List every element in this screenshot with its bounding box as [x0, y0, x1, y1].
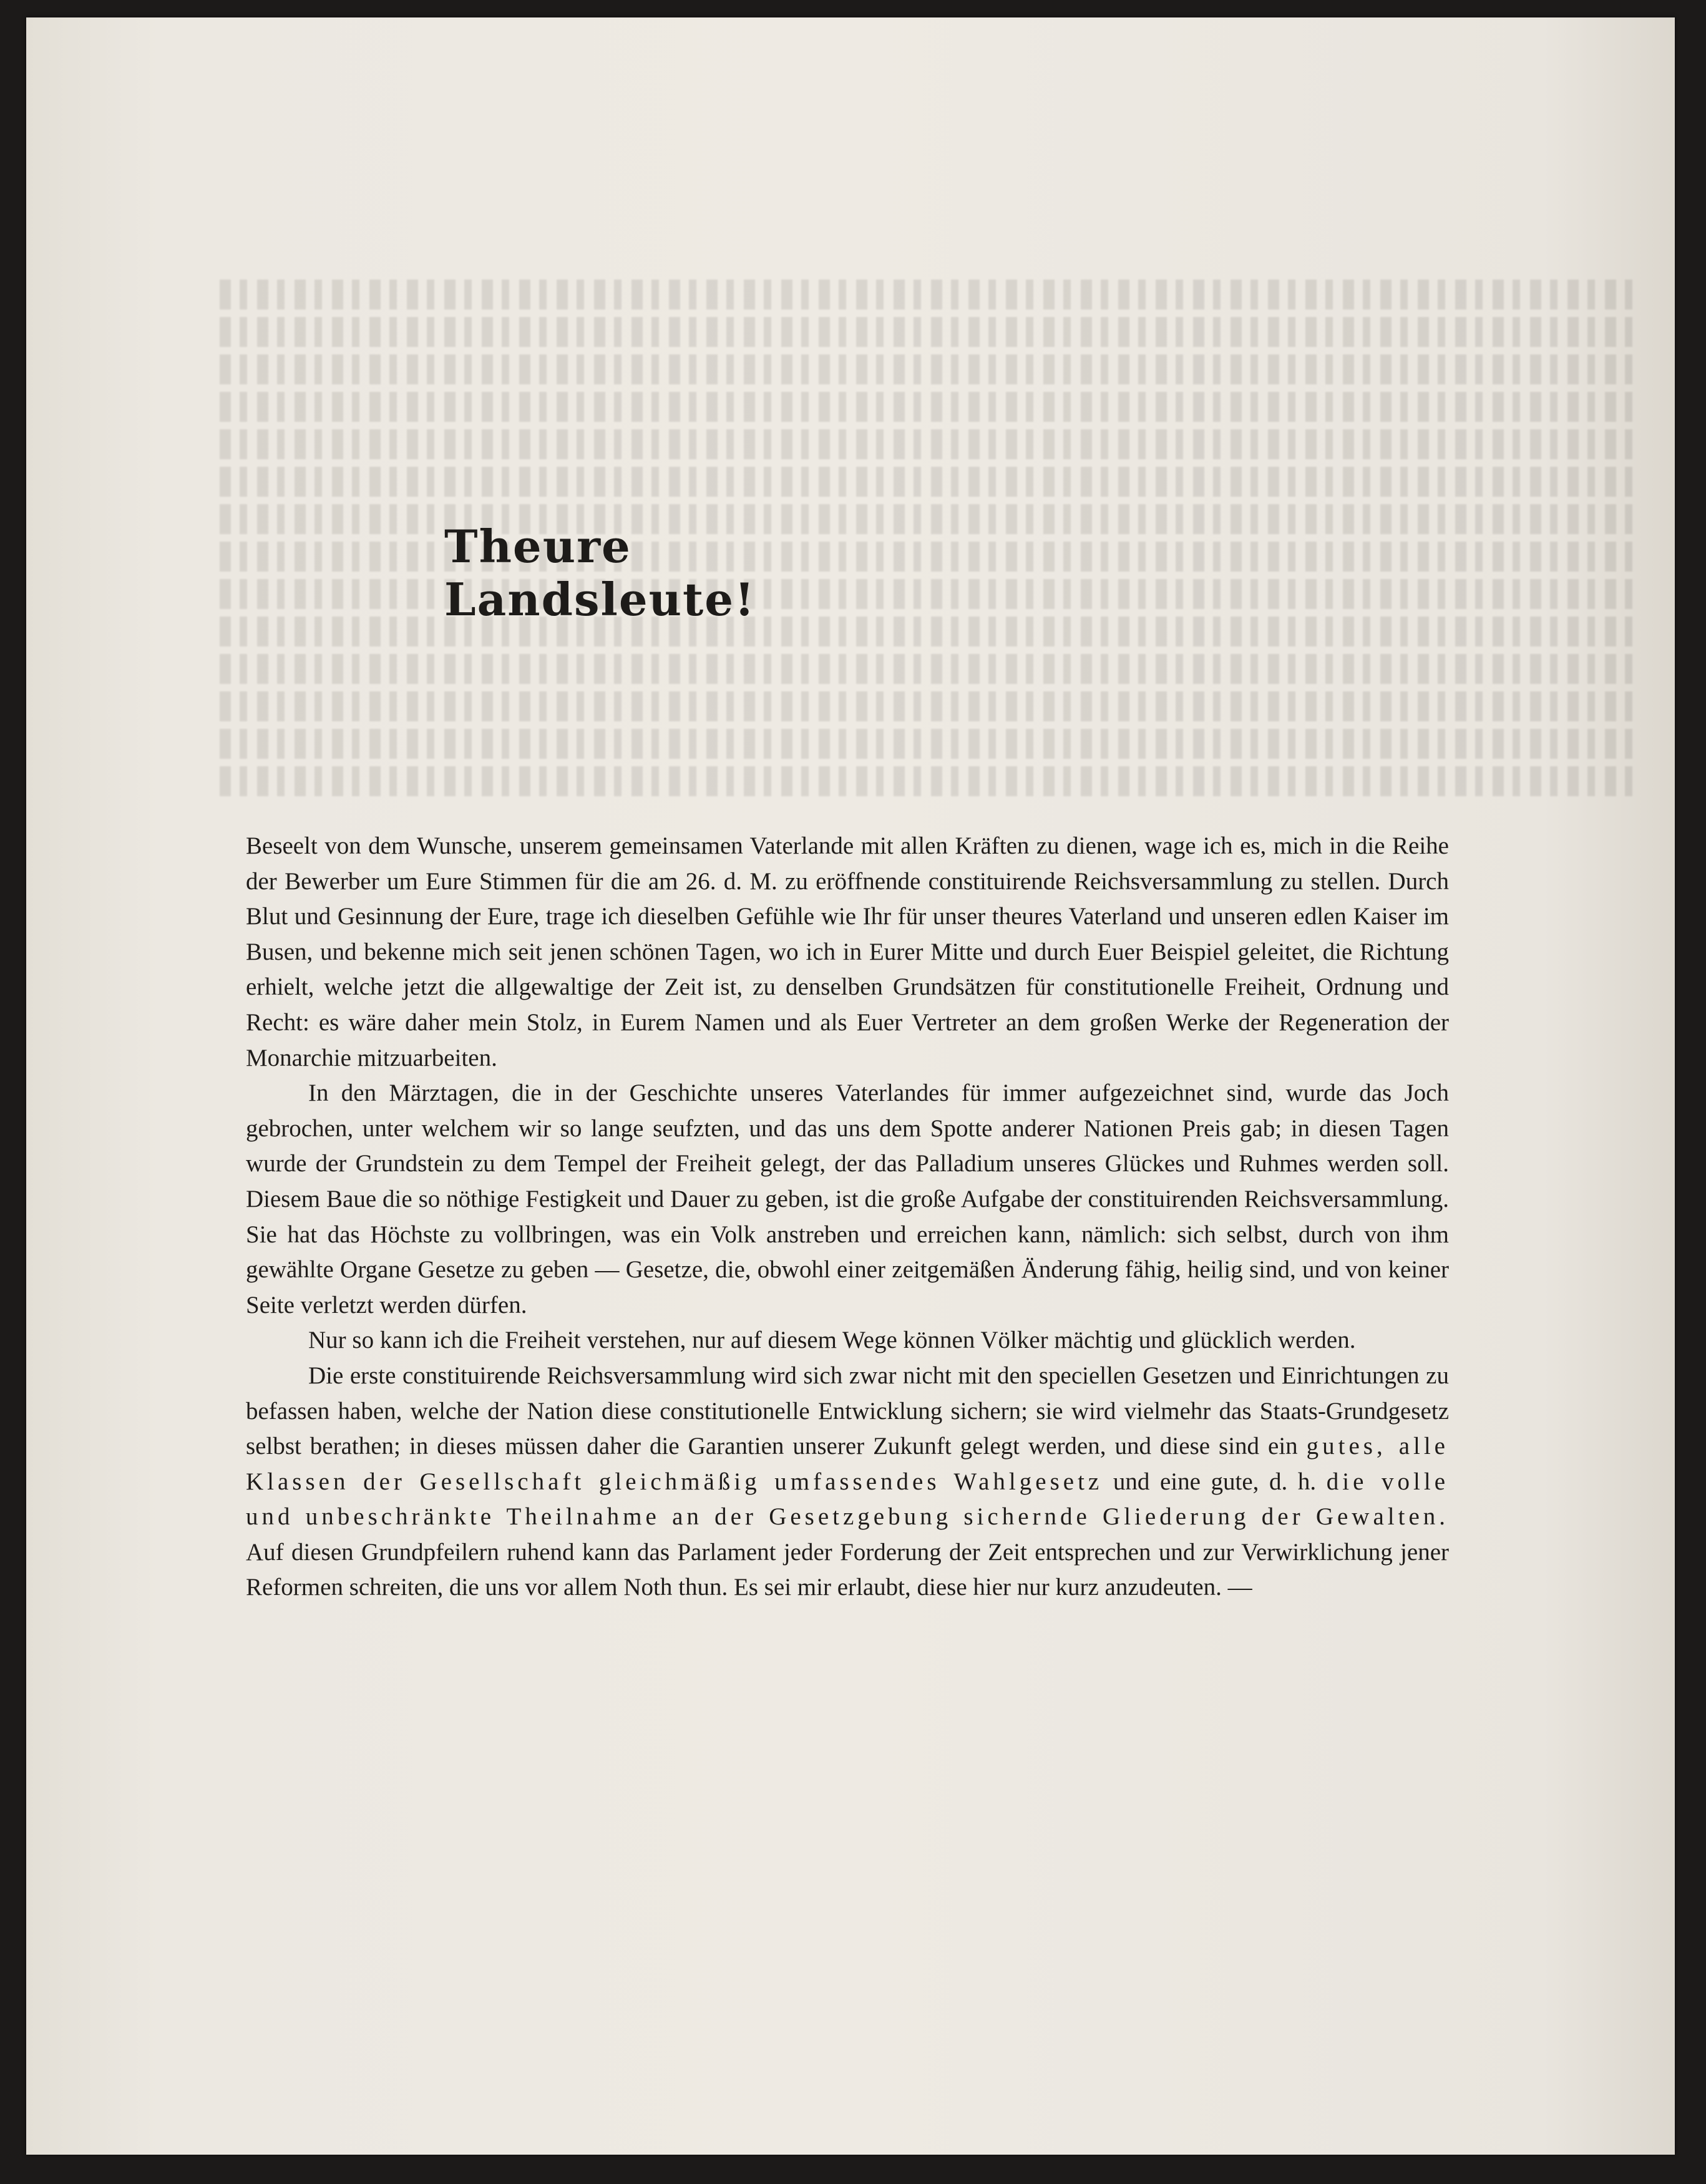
- paragraph-4: [246, 1358, 1449, 1606]
- paragraph-4-intro: Die erste constituirende Reichsversammlung wird sich zwar nicht mit den speciellen Gesetzen und Einrichtungen zu befassen haben, welche der Nation diese constitutionelle Entwicklung sichern; sie wird vielmehr das Staats-Grundgesetz selbst berathen; in dieses müssen daher die Garantien unserer Zukunft gelegt werden, und diese sind ein: [246, 1362, 1449, 1460]
- paragraph-4-middle: und eine gute, d. h.: [1113, 1468, 1317, 1495]
- paragraph-4-emphasis-1: gutes, alle Klassen der Gesellschaft gleichmäßig umfassendes Wahlgesetz: [246, 1433, 1449, 1495]
- body-text: [246, 829, 1449, 1606]
- page-heading: Theure Landsleute!: [444, 520, 756, 626]
- paragraph-2: In den Märztagen, die in der Geschichte unseres Vaterlandes für immer aufgezeichnet sind, wurde das Joch gebrochen, unter welchem wir so lange seufzten, und das uns dem Spotte anderer Nationen Preis gab; in diesen Tagen wurde der Grundstein zu dem Tempel der Freiheit gelegt, der das Palladium unseres Glückes und Ruhmes werden soll. Diesem Baue die so nöthige Festigkeit und Dauer zu geben, ist die große Aufgabe der constituirenden Reichsversammlung. Sie hat das Höchste zu vollbringen, was ein Volk anstreben und erreichen kann, nämlich: sich selbst, durch von ihm gewählte Organe Gesetze zu geben — Gesetze, die, obwohl einer zeitgemäßen Änderung fähig, heilig sind, und von keiner Seite verletzt werden dürfen.: [246, 1080, 1449, 1319]
- paragraph-4-emphasis-2: die volle und unbeschränkte Theilnahme an der Gesetzgebung sichernde Gliederung der Gewalten.: [246, 1468, 1450, 1531]
- paragraph-3: Nur so kann ich die Freiheit verstehen, nur auf diesem Wege können Völker mächtig und glücklich werden.: [308, 1327, 1356, 1354]
- paragraph-4-outro: Auf diesen Grundpfeilern ruhend kann das Parlament jeder Forderung der Zeit entsprechen und zur Verwirklichung jener Reformen schreiten, die uns vor allem Noth thun. Es sei mir erlaubt, diese hier nur kurz anzudeuten. —: [246, 1538, 1449, 1601]
- paragraph-1: Beseelt von dem Wunsche, unserem gemeinsamen Vaterlande mit allen Kräften zu dienen, wage ich es, mich in die Reihe der Bewerber um Eure Stimmen für die am 26. d. M. zu eröffnende constituirende Reichsversammlung zu stellen. Durch Blut und Gesinnung der Eure, trage ich dieselben Gefühle wie Ihr für unser theures Vaterland und unseren edlen Kaiser im Busen, und bekenne mich seit jenen schönen Tagen, wo ich in Eurer Mitte und durch Euer Beispiel geleitet, die Richtung erhielt, welche jetzt die allgewaltige der Zeit ist, zu denselben Grundsätzen für constitutionelle Freiheit, Ordnung und Recht: es wäre daher mein Stolz, in Eurem Namen und als Euer Vertreter an dem großen Werke der Regeneration der Monarchie mitzuarbeiten.: [246, 832, 1449, 1071]
- document-page: [26, 17, 1675, 2155]
